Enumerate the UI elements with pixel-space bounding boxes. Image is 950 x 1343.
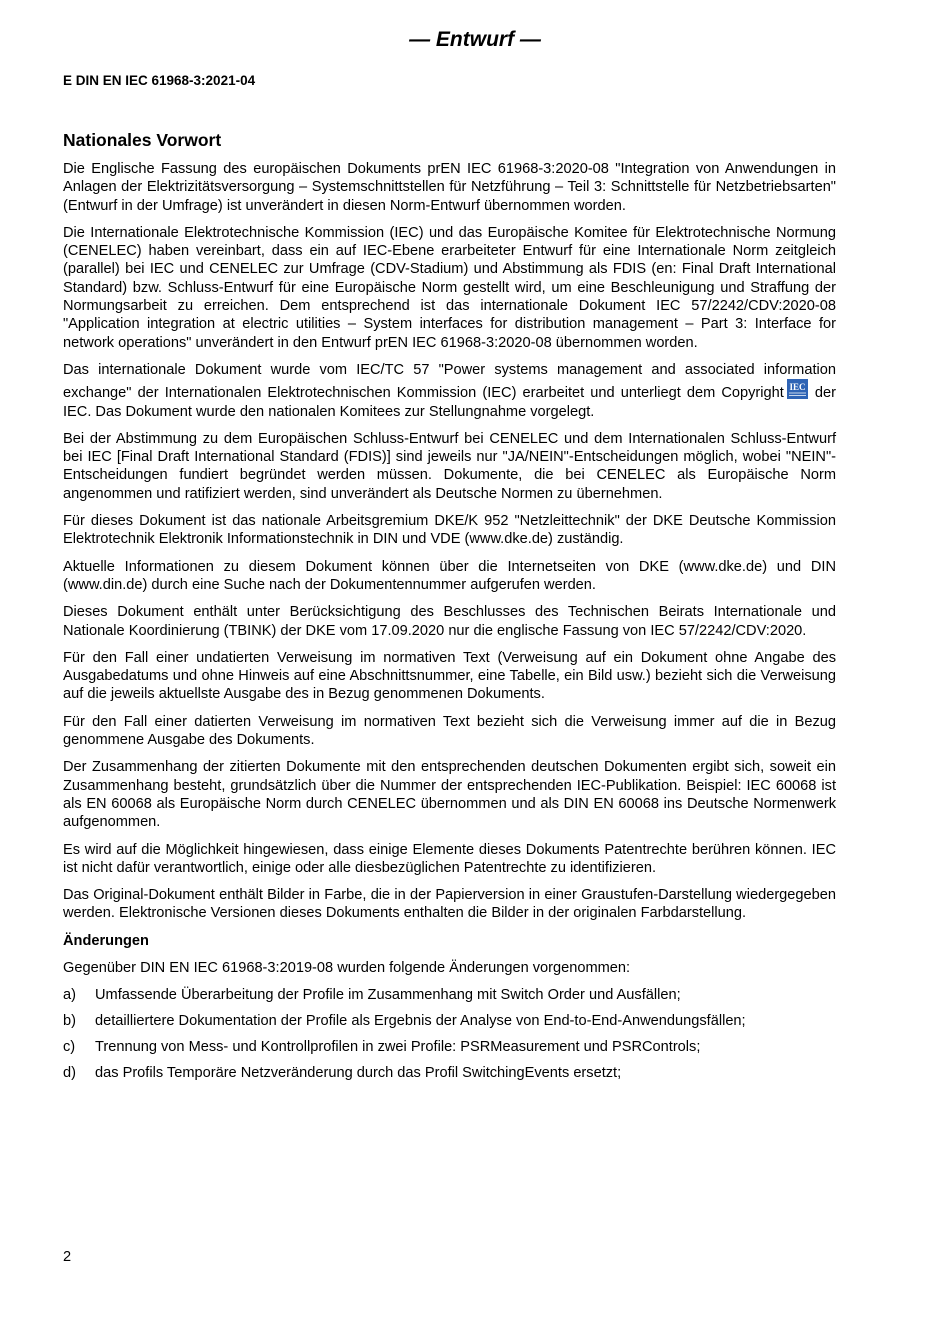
- list-item: [63, 1012, 836, 1030]
- changes-heading: Änderungen: [63, 932, 149, 949]
- paragraph: Die Internationale Elektrotechnische Kommission (IEC) und das Europäische Komitee für Elektrotechnische Normung (CENELEC) haben vereinbart, dass ein auf IEC-Ebene erarbeiteter Entwurf für eine Internationale Norm zeitgleich (parallel) bei IEC und CENELEC zur Umfrage (CDV-Stadium) und Abstimmung als FDIS (en: Final Draft International Standard) bzw. Schluss-Entwurf für eine Europäische Norm gestellt wird, um eine Beschleunigung und Straffung der Normungsarbeit zu erreichen. Dem entsprechend ist das internationale Dokument IEC 57/2242/CDV:2020-08 "Application integration at electric utilities – System interfaces for distribution management – Part 3: Interface for network operations" unverändert in den Entwurf prEN IEC 61968-3:2020-08 übernommen worden.: [63, 224, 836, 351]
- list-item-text: das Profils Temporäre Netzveränderung durch das Profil SwitchingEvents ersetzt;: [95, 1064, 622, 1081]
- list-item-text: Umfassende Überarbeitung der Profile im Zusammenhang mit Switch Order und Ausfällen;: [95, 987, 681, 1004]
- list-item-letter: b): [63, 1013, 76, 1030]
- changes-intro: Gegenüber DIN EN IEC 61968-3:2019-08 wurden folgende Änderungen vorgenommen:: [63, 959, 631, 976]
- copyright-paragraph: [63, 361, 836, 421]
- list-item-text: Trennung von Mess- und Kontrollprofilen in zwei Profile: PSRMeasurement und PSRControls;: [95, 1039, 701, 1056]
- document-id: E DIN EN IEC 61968-3:2021-04: [63, 73, 256, 88]
- paragraph: Die Englische Fassung des europäischen Dokuments prEN IEC 61968-3:2020-08 "Integration von Anwendungen in Anlagen der Elektrizitätsversorgung – Systemschnittstellen für Netzführung – Teil 3: Schnittstelle für Netzbetriebsarten" (Entwurf in der Umfrage) ist unverändert in diesen Norm-Entwurf übernommen worden.: [63, 161, 836, 214]
- draft-title: — Entwurf —: [409, 28, 541, 51]
- iec-logo-label: IEC: [789, 382, 806, 393]
- paragraph: Dieses Dokument enthält unter Berücksichtigung des Beschlusses des Technischen Beirats Internationale und Nationale Koordinierung (TBINK) der DKE vom 17.09.2020 nur die englische Fassung von IEC 57/2242/CDV:2020.: [63, 604, 836, 639]
- paragraph: Bei der Abstimmung zu dem Europäischen Schluss-Entwurf bei CENELEC und dem Internationalen Schluss-Entwurf bei IEC [Final Draft International Standard (FDIS)] sind jeweils nur "JA/NEIN"-Entscheidungen möglich, wobei "NEIN"-Entscheidungen fundiert begründet werden müssen. Dokumente, die bei CENELEC als Europäische Norm angenommen und ratifiziert werden, sind unverändert als Deutsche Normen zu übernehmen.: [63, 430, 836, 502]
- copyright-text-before: Das internationale Dokument wurde vom IEC/TC 57 "Power systems management and associated information exchange" der Internationalen Elektrotechnischen Kommission (IEC) erarbeitet und unterliegt dem Copyright: [63, 361, 836, 402]
- paragraph: Das Original-Dokument enthält Bilder in Farbe, die in der Papierversion in einer Graustufen-Darstellung wiedergegeben werden. Elektronische Versionen dieses Dokuments enthalten die Bilder in der originalen Farbdarstellung.: [63, 887, 836, 922]
- page-number: 2: [63, 1249, 72, 1265]
- section-heading-nationales-vorwort: Nationales Vorwort: [63, 130, 222, 150]
- paragraph: Aktuelle Informationen zu diesem Dokument können über die Internetseiten von DKE (www.dke.de) und DIN (www.din.de) durch eine Suche nach der Dokumentennummer aufgerufen werden.: [63, 558, 836, 593]
- paragraph: Der Zusammenhang der zitierten Dokumente mit den entsprechenden deutschen Dokumenten ergibt sich, soweit ein Zusammenhang besteht, grundsätzlich über die Nummer der entsprechenden IEC-Publikation. Beispiel: IEC 60068 ist als EN 60068 als Europäische Norm durch CENELEC übernommen und als DIN EN 60068 ins Deutsche Normenwerk aufgenommen.: [63, 759, 836, 831]
- iec-logo-icon: [787, 379, 808, 399]
- list-item-letter: d): [63, 1064, 76, 1081]
- paragraph: Für den Fall einer undatierten Verweisung im normativen Text (Verweisung auf ein Dokument ohne Angabe des Ausgabedatums und ohne Hinweis auf eine Abschnittsnummer, eine Tabelle, ein Bild usw.) bezieht sich die Verweisung auf die jeweils aktuellste Ausgabe des in Bezug genommenen Dokuments.: [63, 649, 836, 703]
- list-item: [63, 1064, 836, 1082]
- copyright-text-after: der IEC. Das Dokument wurde den nationalen Komitees zur Stellungnahme vorgelegt.: [63, 385, 836, 420]
- document-body: [63, 129, 836, 1090]
- list-item-letter: c): [63, 1039, 76, 1056]
- paragraph: Für den Fall einer datierten Verweisung im normativen Text bezieht sich die Verweisung immer auf die in Bezug genommene Ausgabe des Dokuments.: [63, 713, 836, 749]
- list-item-text: detailliertere Dokumentation der Profile als Ergebnis der Analyse von End-to-End-Anwendungsfällen;: [95, 1013, 746, 1030]
- paragraph: Für dieses Dokument ist das nationale Arbeitsgremium DKE/K 952 "Netzleittechnik" der DKE Deutsche Kommission Elektrotechnik Elektronik Informationstechnik in DIN und VDE (www.dke.de) zuständig.: [63, 513, 836, 548]
- changes-list: [63, 986, 836, 1082]
- list-item: [63, 1038, 836, 1056]
- list-item: [63, 986, 836, 1004]
- list-item-letter: a): [63, 987, 76, 1004]
- paragraph: Es wird auf die Möglichkeit hingewiesen, dass einige Elemente dieses Dokuments Patentrechte berühren können. IEC ist nicht dafür verantwortlich, einige oder alle diesbezüglichen Patentrechte zu identifizieren.: [63, 841, 836, 876]
